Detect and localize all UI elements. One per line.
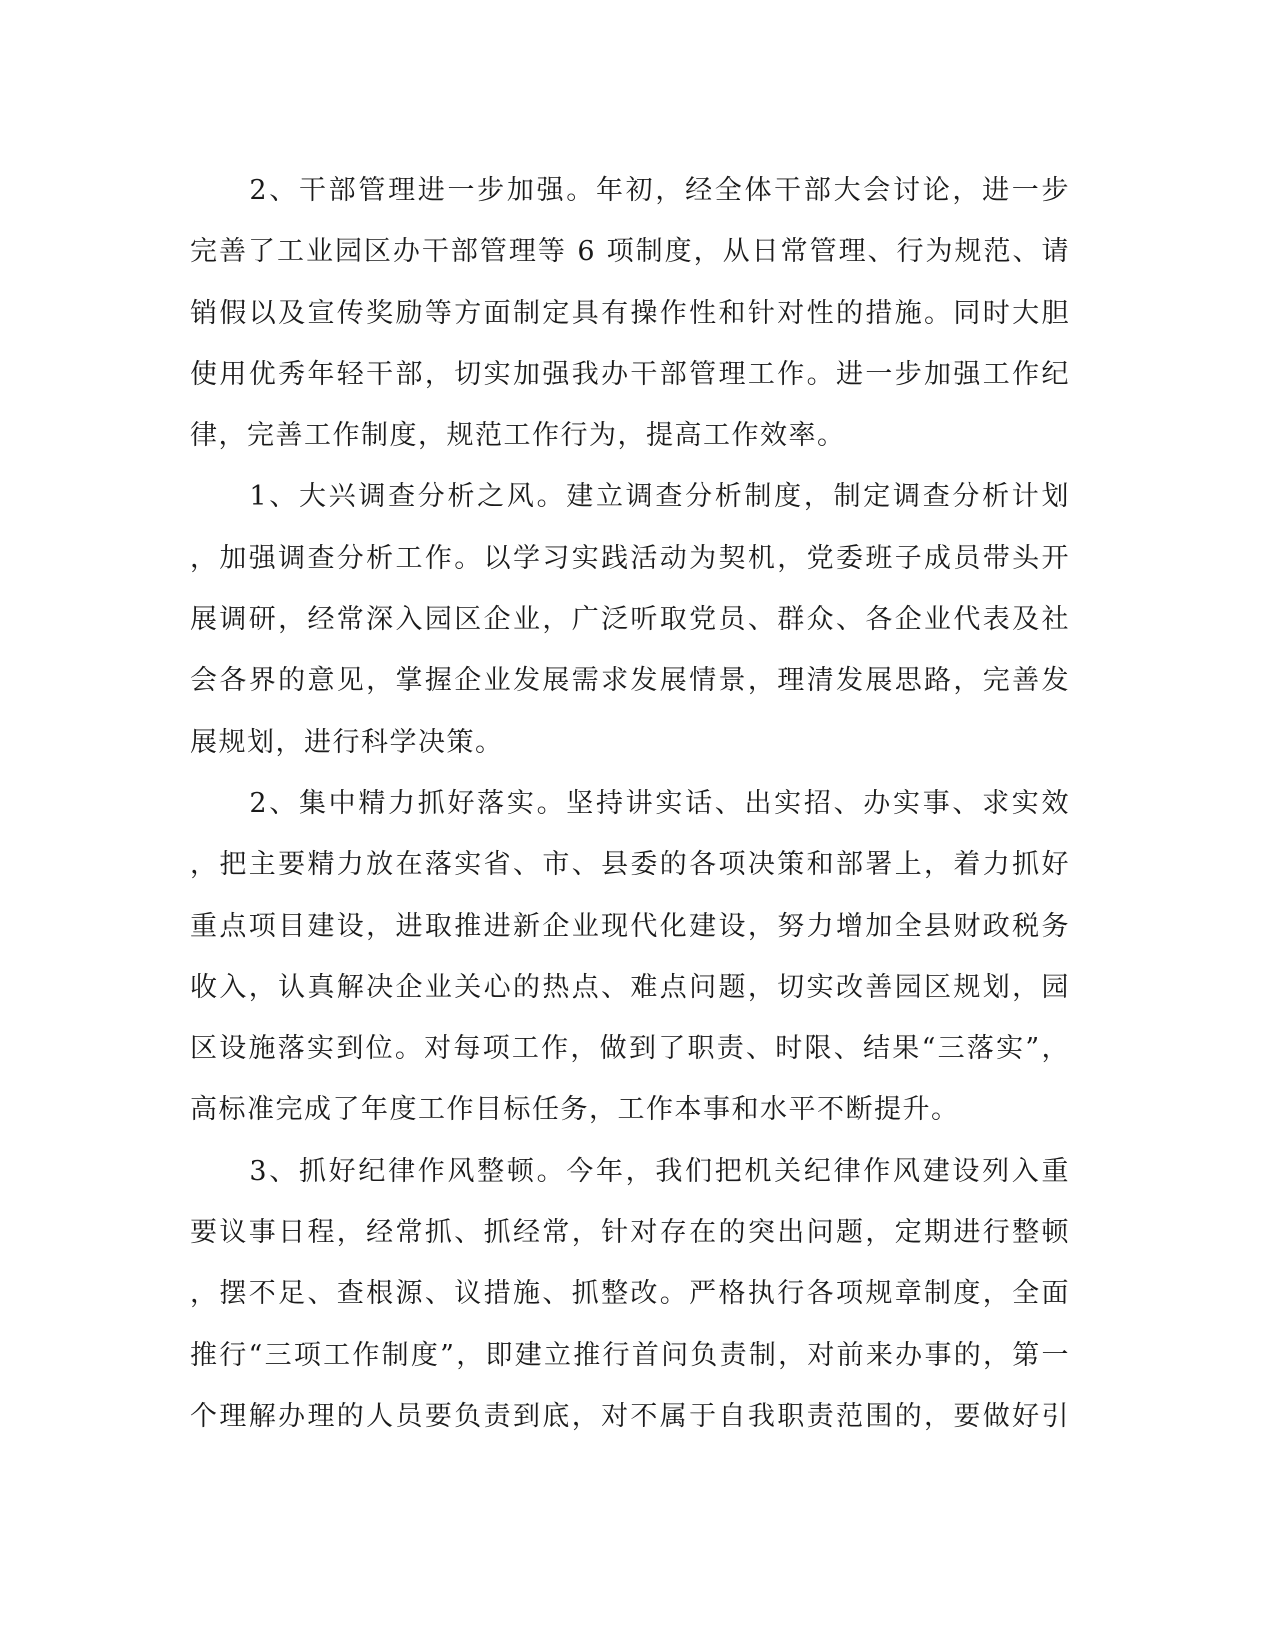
text-line: 律，完善工作制度，规范工作行为，提高工作效率。 — [190, 420, 846, 452]
text-line: 2、集中精力抓好落实。坚持讲实话、出实招、办实事、求实效 — [190, 787, 1070, 819]
text-line: 收入，认真解决企业关心的热点、难点问题，切实改善园区规划，园 — [190, 971, 1070, 1003]
text-line: 3、抓好纪律作风整顿。今年，我们把机关纪律作风建设列入重 — [190, 1155, 1070, 1187]
text-line: ，摆不足、查根源、议措施、抓整改。严格执行各项规章制度，全面 — [190, 1278, 1070, 1310]
text-line: 会各界的意见，掌握企业发展需求发展情景，理清发展思路，完善发 — [190, 665, 1070, 697]
text-line: 展规划，进行科学决策。 — [190, 726, 504, 758]
text-line: 展调研，经常深入园区企业，广泛听取党员、群众、各企业代表及社 — [190, 604, 1070, 636]
text-line: 完善了工业园区办干部管理等 6 项制度，从日常管理、行为规范、请 — [190, 236, 1070, 268]
text-line: ，把主要精力放在落实省、市、县委的各项决策和部署上，着力抓好 — [190, 849, 1070, 881]
text-line: 2、干部管理进一步加强。年初，经全体干部大会讨论，进一步 — [190, 175, 1070, 206]
text-line: 要议事日程，经常抓、抓经常，针对存在的突出问题，定期进行整顿 — [190, 1217, 1070, 1249]
text-line: 区设施落实到位。对每项工作，做到了职责、时限、结果“三落实”， — [190, 1033, 1070, 1065]
text-line: 个理解办理的人员要负责到底，对不属于自我职责范围的，要做好引 — [190, 1400, 1070, 1432]
text-line: 1、大兴调查分析之风。建立调查分析制度，制定调查分析计划 — [190, 481, 1070, 513]
text-line: 推行“三项工作制度”，即建立推行首问负责制，对前来办事的，第一 — [190, 1339, 1070, 1371]
text-line: 重点项目建设，进取推进新企业现代化建设，努力增加全县财政税务 — [190, 910, 1070, 942]
text-line: 高标准完成了年度工作目标任务，工作本事和水平不断提升。 — [190, 1094, 960, 1126]
body-text — [190, 160, 1070, 1447]
text-line: 使用优秀年轻干部，切实加强我办干部管理工作。进一步加强工作纪 — [190, 358, 1070, 390]
text-line: ，加强调查分析工作。以学习实践活动为契机，党委班子成员带头开 — [190, 542, 1070, 574]
text-line: 销假以及宣传奖励等方面制定具有操作性和针对性的措施。同时大胆 — [190, 297, 1070, 329]
